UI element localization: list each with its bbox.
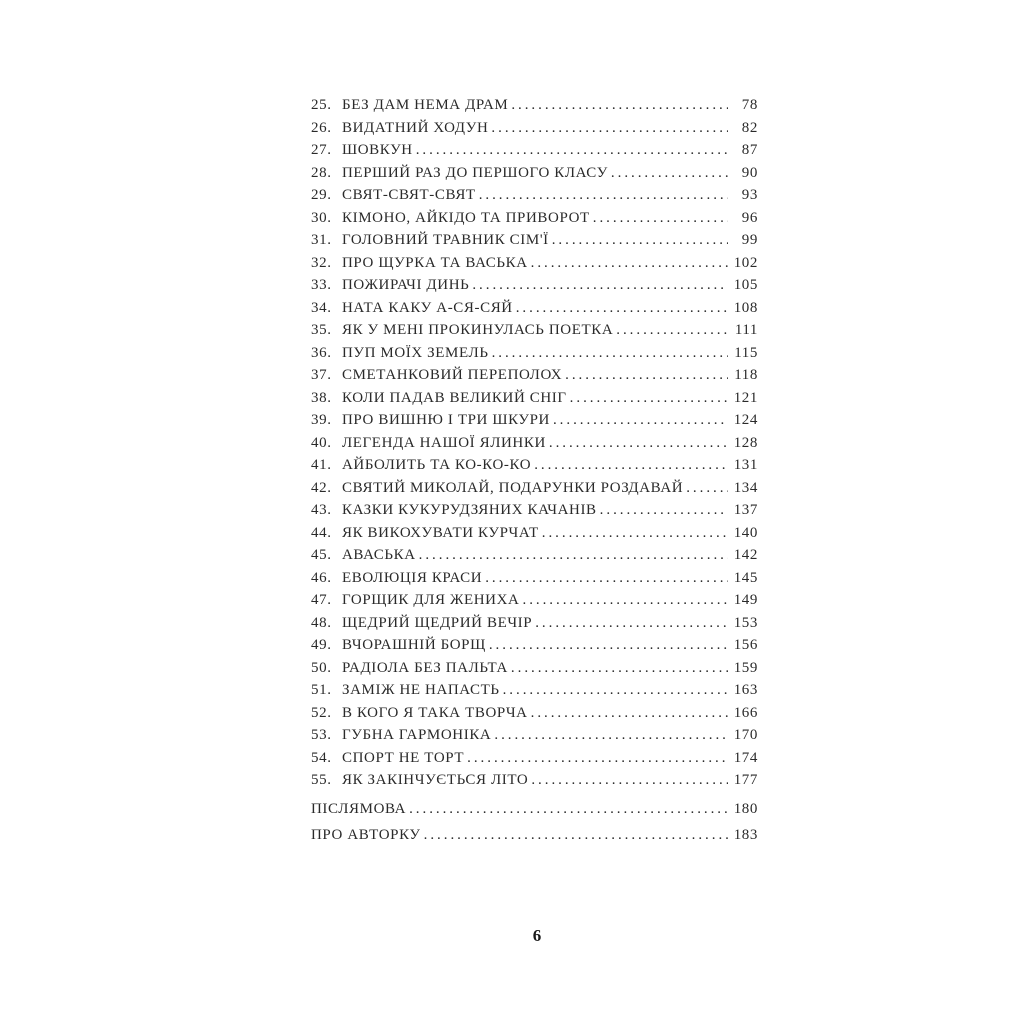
chapter-title: АЙБОЛИТЬ ТА КО-КО-КО: [342, 457, 532, 473]
toc-entry-about-author: [311, 822, 758, 848]
chapter-page: 156: [733, 637, 758, 653]
chapter-number: 48.: [311, 614, 332, 631]
chapter-title: ПОЖИРАЧІ ДИНЬ: [342, 277, 470, 293]
chapter-title: АВАСЬКА: [342, 547, 416, 563]
chapter-page: 177: [733, 772, 758, 788]
chapter-title: В КОГО Я ТАКА ТВОРЧА: [342, 704, 528, 721]
toc-entry-34: [311, 297, 758, 320]
dot-leader: [511, 94, 728, 117]
chapter-number: 50.: [311, 659, 332, 676]
chapter-page: 105: [733, 277, 758, 293]
toc-entry-31: [311, 229, 758, 252]
toc-entry-30: [311, 207, 758, 230]
section-page: 183: [733, 827, 758, 843]
dot-leader: [485, 567, 728, 590]
chapter-number: 36.: [311, 344, 332, 361]
chapter-number: 25.: [311, 97, 332, 113]
chapter-number: 39.: [311, 412, 332, 428]
toc-entry-41: [311, 454, 758, 477]
dot-leader: [600, 499, 728, 522]
chapter-number: 30.: [311, 209, 332, 226]
chapter-page: 118: [734, 367, 758, 383]
dot-leader: [523, 589, 729, 612]
dot-leader: [479, 184, 728, 207]
dot-leader: [593, 207, 728, 230]
chapter-title: РАДІОЛА БЕЗ ПАЛЬТА: [342, 659, 508, 676]
dot-leader: [503, 679, 728, 702]
chapter-page: 137: [733, 502, 758, 518]
dot-leader: [516, 297, 728, 320]
toc-entry-47: [311, 589, 758, 612]
chapter-page: 82: [741, 119, 758, 136]
dot-leader: [424, 822, 728, 848]
dot-leader: [616, 319, 728, 342]
chapter-page: 111: [734, 322, 758, 338]
chapter-title: НАТА КАКУ А-СЯ-СЯЙ: [342, 299, 513, 316]
chapter-title: БЕЗ ДАМ НЕМА ДРАМ: [342, 97, 509, 113]
chapter-number: 35.: [311, 322, 332, 338]
chapter-title: СВЯТ-СВЯТ-СВЯТ: [342, 187, 476, 203]
chapter-title: ВИДАТНИЙ ХОДУН: [342, 119, 489, 136]
dot-leader: [535, 612, 728, 635]
chapter-title: ПУП МОЇХ ЗЕМЕЛЬ: [342, 344, 489, 361]
dot-leader: [534, 454, 728, 477]
chapter-title: СПОРТ НЕ ТОРТ: [342, 749, 465, 766]
chapter-page: 149: [733, 592, 758, 608]
chapter-number: 52.: [311, 704, 332, 721]
toc-entry-46: [311, 567, 758, 590]
chapter-number: 49.: [311, 637, 332, 653]
toc-entry-26: [311, 117, 758, 140]
chapter-title: КОЛИ ПАДАВ ВЕЛИКИЙ СНІГ: [342, 389, 567, 406]
chapter-number: 46.: [311, 569, 332, 586]
chapter-number: 29.: [311, 187, 332, 203]
dot-leader: [531, 702, 728, 725]
dot-leader: [491, 117, 728, 140]
chapter-number: 31.: [311, 232, 332, 248]
dot-leader: [419, 544, 728, 567]
chapter-page: 108: [733, 299, 758, 316]
chapter-page: 131: [733, 457, 758, 473]
chapter-number: 54.: [311, 749, 332, 766]
chapter-title: ГОЛОВНИЙ ТРАВНИК СІМ'Ї: [342, 232, 549, 248]
chapter-number: 51.: [311, 682, 332, 698]
chapter-page: 159: [733, 659, 758, 676]
back-matter-list: [311, 796, 758, 848]
chapter-number: 33.: [311, 277, 332, 293]
chapter-number: 37.: [311, 367, 332, 383]
chapter-page: 90: [741, 164, 758, 181]
dot-leader: [409, 796, 728, 822]
chapter-number: 26.: [311, 119, 332, 136]
chapter-page: 145: [733, 569, 758, 586]
dot-leader: [565, 364, 728, 387]
toc-entry-45: [311, 544, 758, 567]
chapter-title: СМЕТАНКОВИЙ ПЕРЕПОЛОХ: [342, 367, 563, 383]
toc-entry-36: [311, 342, 758, 365]
chapter-title: ЕВОЛЮЦІЯ КРАСИ: [342, 569, 483, 586]
toc-entry-53: [311, 724, 758, 747]
toc-entry-43: [311, 499, 758, 522]
chapter-number: 47.: [311, 592, 332, 608]
chapter-title: ГУБНА ГАРМОНІКА: [342, 727, 492, 743]
dot-leader: [686, 477, 728, 500]
chapter-number: 27.: [311, 142, 332, 158]
chapter-number: 41.: [311, 457, 332, 473]
chapter-page: 174: [733, 749, 758, 766]
dot-leader: [492, 342, 728, 365]
chapter-title: КІМОНО, АЙКІДО ТА ПРИВОРОТ: [342, 209, 590, 226]
section-title: ПРО АВТОРКУ: [311, 827, 421, 843]
chapter-title: ЩЕДРИЙ ЩЕДРИЙ ВЕЧІР: [342, 614, 533, 631]
chapter-title: ВЧОРАШНІЙ БОРЩ: [342, 637, 486, 653]
chapter-page: 170: [733, 727, 758, 743]
toc-entry-54: [311, 747, 758, 770]
dot-leader: [553, 409, 728, 432]
dot-leader: [494, 724, 728, 747]
toc-entry-37: [311, 364, 758, 387]
chapter-title: ЯК ЗАКІНЧУЄТЬСЯ ЛІТО: [342, 772, 529, 788]
dot-leader: [472, 274, 728, 297]
chapter-title: КАЗКИ КУКУРУДЗЯНИХ КАЧАНІВ: [342, 502, 597, 518]
toc-entry-55: [311, 769, 758, 792]
dot-leader: [552, 229, 728, 252]
toc-entry-29: [311, 184, 758, 207]
chapter-page: 128: [733, 434, 758, 451]
chapter-number: 38.: [311, 389, 332, 406]
chapter-title: СВЯТИЙ МИКОЛАЙ, ПОДАРУНКИ РОЗДАВАЙ: [342, 479, 684, 496]
chapter-page: 121: [733, 389, 758, 406]
toc-entry-51: [311, 679, 758, 702]
chapter-number: 32.: [311, 254, 332, 271]
chapter-page: 87: [741, 142, 758, 158]
chapter-number: 53.: [311, 727, 332, 743]
chapter-title: ШОВКУН: [342, 142, 413, 158]
chapter-page: 124: [733, 412, 758, 428]
chapter-page: 166: [733, 704, 758, 721]
chapter-number: 42.: [311, 479, 332, 496]
chapter-title: ПЕРШИЙ РАЗ ДО ПЕРШОГО КЛАСУ: [342, 164, 608, 181]
dot-leader: [531, 252, 728, 275]
toc-entry-28: [311, 162, 758, 185]
dot-leader: [570, 387, 728, 410]
chapter-page: 93: [741, 187, 758, 203]
toc-entry-49: [311, 634, 758, 657]
toc-entry-27: [311, 139, 758, 162]
dot-leader: [511, 657, 728, 680]
chapter-title: ЛЕГЕНДА НАШОЇ ЯЛИНКИ: [342, 434, 546, 451]
dot-leader: [416, 139, 728, 162]
toc-entry-44: [311, 522, 758, 545]
chapter-title: ГОРЩИК ДЛЯ ЖЕНИХА: [342, 592, 520, 608]
chapter-number: 34.: [311, 299, 332, 316]
chapter-page: 163: [733, 682, 758, 698]
section-page: 180: [733, 801, 758, 817]
chapter-page: 115: [734, 344, 758, 361]
toc-entry-38: [311, 387, 758, 410]
chapter-title: ЯК ВИКОХУВАТИ КУРЧАТ: [342, 524, 539, 541]
toc-entry-32: [311, 252, 758, 275]
chapter-page: 140: [733, 524, 758, 541]
dot-leader: [489, 634, 728, 657]
dot-leader: [467, 747, 728, 770]
chapter-number: 44.: [311, 524, 332, 541]
page-number: 6: [532, 926, 542, 945]
chapter-page: 134: [733, 479, 758, 496]
chapter-number: 40.: [311, 434, 332, 451]
dot-leader: [549, 432, 728, 455]
toc-entry-48: [311, 612, 758, 635]
chapter-page: 142: [733, 547, 758, 563]
chapter-page: 99: [741, 232, 758, 248]
chapter-title: ЗАМІЖ НЕ НАПАСТЬ: [342, 682, 500, 698]
chapter-page: 96: [741, 209, 758, 226]
toc-entry-40: [311, 432, 758, 455]
section-title: ПІСЛЯМОВА: [311, 801, 407, 817]
dot-leader: [611, 162, 728, 185]
toc-entry-33: [311, 274, 758, 297]
chapter-number: 45.: [311, 547, 332, 563]
chapter-number: 55.: [311, 772, 332, 788]
toc-entry-50: [311, 657, 758, 680]
chapter-page: 153: [733, 614, 758, 631]
chapter-page: 78: [741, 97, 758, 113]
toc-entry-42: [311, 477, 758, 500]
chapter-number: 28.: [311, 164, 332, 181]
toc-entry-25: [311, 94, 758, 117]
toc-entry-afterword: [311, 796, 758, 822]
toc-entry-39: [311, 409, 758, 432]
toc-entry-52: [311, 702, 758, 725]
toc-entry-35: [311, 319, 758, 342]
chapter-page: 102: [733, 254, 758, 271]
dot-leader: [531, 769, 728, 792]
table-of-contents: [311, 94, 758, 792]
chapter-number: 43.: [311, 502, 332, 518]
chapter-title: ПРО ЩУРКА ТА ВАСЬКА: [342, 254, 528, 271]
chapter-title: ПРО ВИШНЮ І ТРИ ШКУРИ: [342, 412, 550, 428]
dot-leader: [542, 522, 728, 545]
chapter-title: ЯК У МЕНІ ПРОКИНУЛАСЬ ПОЕТКА: [342, 322, 614, 338]
